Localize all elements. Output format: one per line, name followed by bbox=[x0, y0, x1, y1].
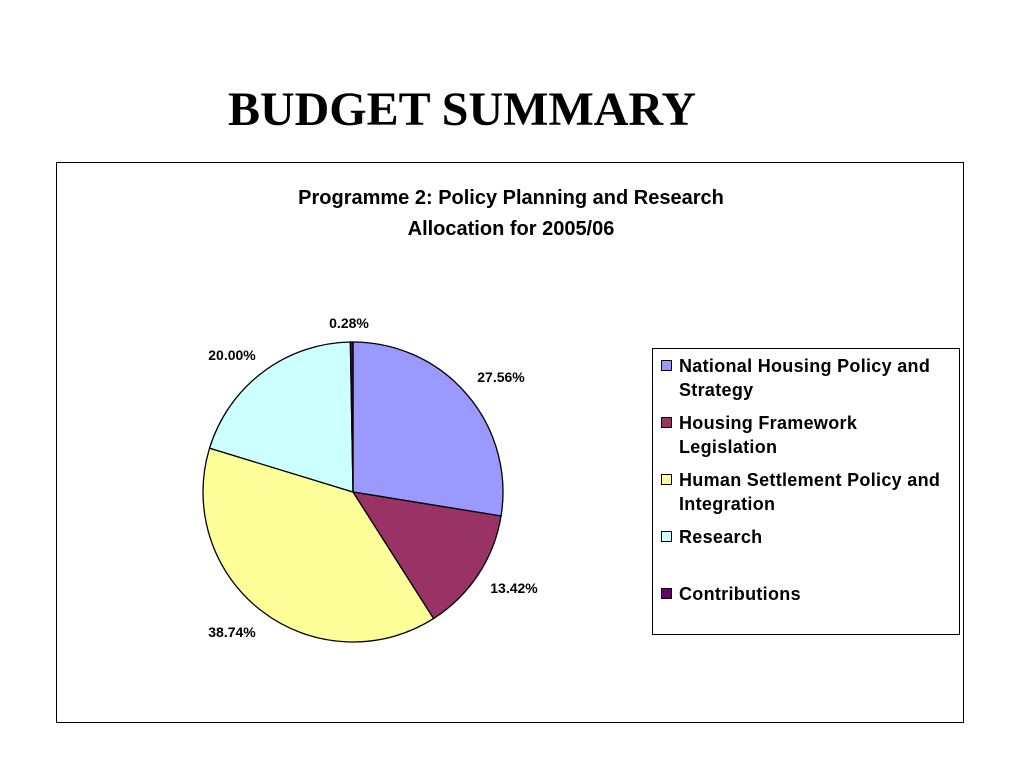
legend-label: Human Settlement Policy and Integration bbox=[679, 470, 941, 514]
legend-swatch bbox=[661, 531, 672, 542]
pie-label-housing-framework-legislation: 13.42% bbox=[490, 580, 538, 596]
legend-item-human-settlement bbox=[661, 468, 959, 516]
legend-item-national-housing-policy bbox=[661, 354, 959, 402]
slide-title: BUDGET SUMMARY bbox=[227, 83, 697, 136]
legend-label: Research bbox=[679, 527, 763, 547]
pie-label-human-settlement-policy-and-integration: 38.74% bbox=[208, 624, 256, 640]
legend-label: National Housing Policy and Strategy bbox=[679, 356, 931, 400]
legend-item-contributions bbox=[661, 582, 959, 606]
pie-label-research: 20.00% bbox=[208, 347, 256, 363]
legend-item-housing-framework bbox=[661, 411, 959, 459]
legend-label: Housing Framework Legislation bbox=[679, 413, 858, 457]
legend-swatch bbox=[661, 360, 672, 371]
chart-frame bbox=[56, 162, 964, 723]
legend-label: Contributions bbox=[679, 584, 801, 604]
legend-swatch bbox=[661, 417, 672, 428]
chart-legend bbox=[652, 348, 960, 635]
legend-item-research bbox=[661, 525, 959, 549]
chart-title: Programme 2: Policy Planning and Research bbox=[298, 187, 724, 209]
chart-subtitle: Allocation for 2005/06 bbox=[407, 218, 615, 240]
pie-label-national-housing-policy-and-strategy: 27.56% bbox=[477, 369, 525, 385]
pie-label-contributions: 0.28% bbox=[329, 315, 369, 331]
legend-swatch bbox=[661, 588, 672, 599]
legend-swatch bbox=[661, 474, 672, 485]
